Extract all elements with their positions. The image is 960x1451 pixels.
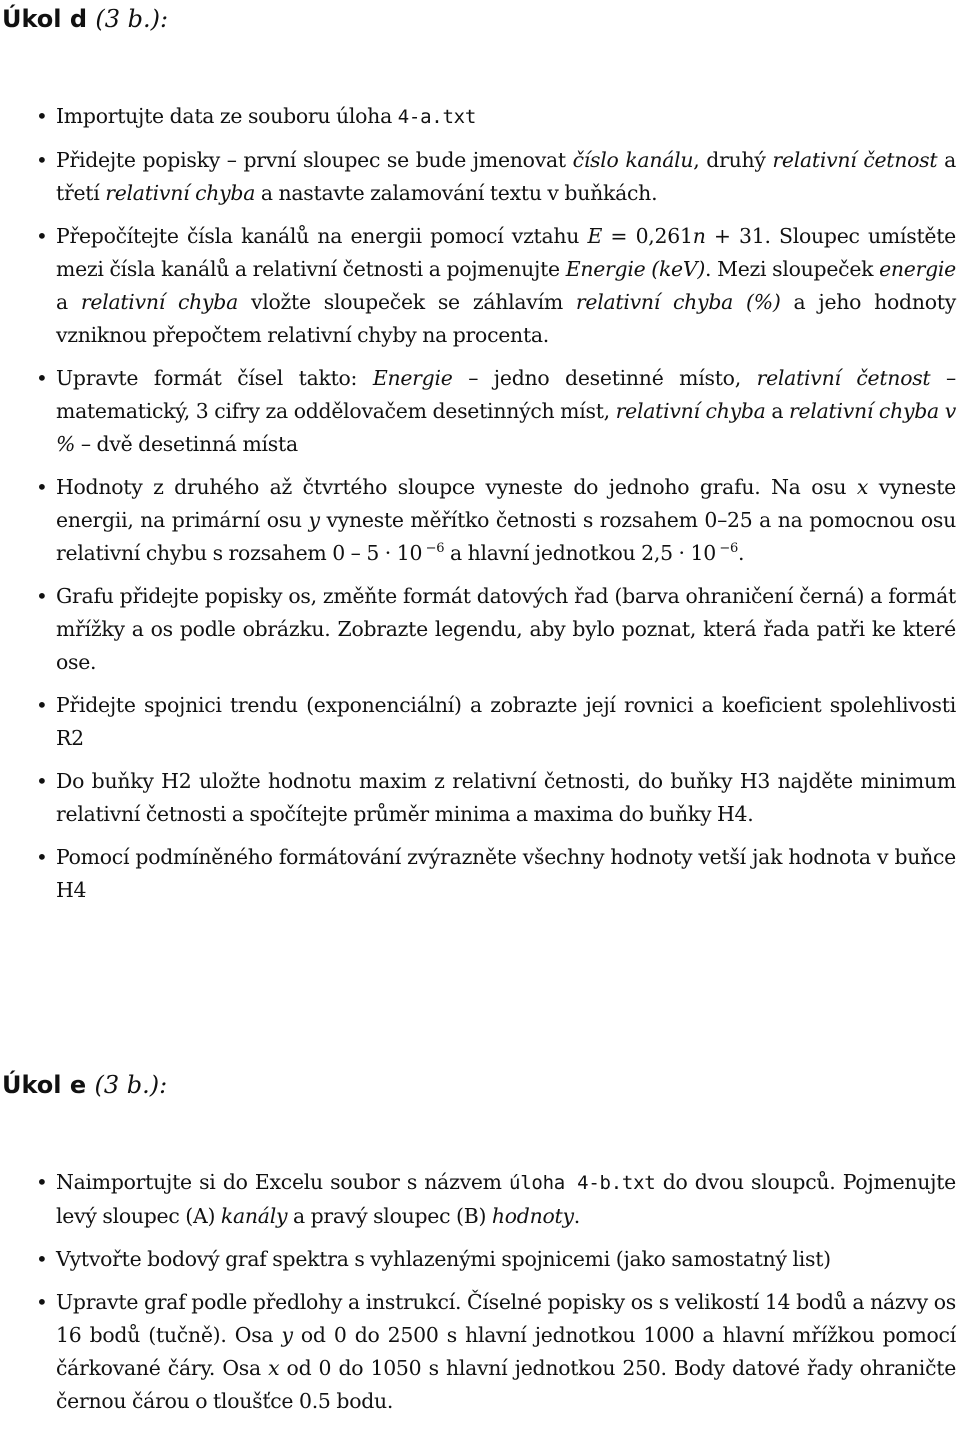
filename: 4-a.txt: [397, 106, 477, 128]
exponent: −6: [422, 541, 445, 557]
emphasis: relativní četnost: [756, 366, 931, 390]
item-text: = 0,261: [602, 224, 693, 248]
item-text: Hodnoty z druhého až čtvrtého sloupce vyneste do jednoho grafu. Na osu: [56, 475, 857, 499]
emphasis: hodnoty: [491, 1204, 574, 1228]
item-text: – jedno desetinné místo,: [452, 366, 757, 390]
emphasis: energie: [879, 257, 956, 281]
item-text: .: [738, 541, 745, 565]
item-text: a nastavte zalamování textu v buňkách.: [255, 181, 658, 205]
item-text: Pomocí podmíněného formátování zvýrazněte všechny hodnoty vetší jak hodnota v buňce H4: [56, 845, 956, 902]
item-text: , druhý: [693, 148, 773, 172]
item-text: do dvou sloupců. Pojmenujte levý sloupec (A): [56, 1170, 956, 1228]
item-text: a pravý sloupec (B): [287, 1204, 492, 1228]
math-variable: x: [856, 475, 869, 499]
item-text: a třetí: [56, 148, 956, 205]
item-text: Importujte data ze souboru úloha: [56, 104, 398, 128]
list-item: [56, 220, 956, 352]
emphasis: relativní chyba (%): [575, 290, 781, 314]
section-points: (3 b.):: [95, 5, 169, 33]
list-item: [56, 841, 956, 907]
item-text: Do buňky H2 uložte hodnotu maxim z relativní četnosti, do buňky H3 najděte minimum relativní četnosti a spočítejte průměr minima a maxima do buňky H4.: [56, 769, 956, 826]
item-text: od 0 do 1050 s hlavní jednotkou 250. Body datové řady ohraničte černou čárou o tloušťce 0.5 bodu.: [56, 1356, 957, 1413]
section-title: Úkol d: [2, 5, 88, 33]
item-text: a: [56, 290, 81, 314]
section-heading-ukol-e: [2, 1070, 167, 1100]
list-item: [56, 471, 956, 570]
item-text: a jeho hodnoty vzniknou přepočtem relativní chyby na procenta.: [56, 290, 956, 347]
item-text: Upravte graf podle předlohy a instrukcí. Číselné popisky os s velikostí 14 bodů a názvy os 16 bodů (tučně). Osa: [56, 1290, 956, 1347]
math-variable: x: [268, 1356, 280, 1380]
item-text: Přepočítejte čísla kanálů na energii pomocí vztahu: [56, 224, 588, 248]
emphasis: Energie: [372, 366, 453, 390]
list-item: [56, 100, 956, 134]
item-text: – matematický, 3 cifry za oddělovačem desetinných míst,: [56, 366, 956, 423]
list-item: [56, 689, 956, 755]
emphasis: relativní chyba: [80, 290, 239, 314]
item-text: od 0 do 2500 s hlavní jednotkou 1000 a hlavní mřížkou pomocí čárkované čáry. Osa: [56, 1323, 956, 1380]
emphasis: relativní chyba v %: [56, 399, 956, 456]
item-text: – dvě desetinná místa: [75, 432, 298, 456]
item-text: vložte sloupeček se záhlavím: [238, 290, 576, 314]
math-variable: n: [692, 224, 706, 248]
task-list-ukol-d: [56, 100, 956, 907]
math-variable: E: [587, 224, 603, 248]
item-text: + 31. Sloupec umístěte mezi čísla kanálů a relativní četnosti a pojmenujte: [56, 224, 956, 281]
emphasis: relativní četnost: [772, 148, 938, 172]
list-item: [56, 1286, 956, 1418]
list-item: [56, 580, 956, 679]
item-text: vyneste měřítko četnosti s rozsahem 0–25 a na pomocnou osu relativní chybu s rozsahem 0 – 5 · 10: [56, 508, 956, 565]
item-text: Přidejte popisky – první sloupec se bude jmenovat: [56, 148, 573, 172]
exponent: −6: [715, 541, 738, 557]
math-variable: y: [281, 1323, 293, 1347]
item-text: a hlavní jednotkou 2,5 · 10: [444, 541, 716, 565]
task-list-ukol-e: [56, 1166, 956, 1418]
math-variable: y: [308, 508, 320, 532]
list-item: [56, 1243, 956, 1276]
emphasis: číslo kanálu: [572, 148, 694, 172]
list-item: [56, 1166, 956, 1233]
item-text: Naimportujte si do Excelu soubor s názvem: [56, 1170, 510, 1194]
emphasis: relativní chyba: [105, 181, 256, 205]
emphasis: relativní chyba: [615, 399, 766, 423]
item-text: Přidejte spojnici trendu (exponenciální) a zobrazte její rovnici a koeficient spolehlivosti R2: [56, 693, 956, 750]
emphasis: kanály: [220, 1204, 288, 1228]
item-text: .: [573, 1204, 580, 1228]
emphasis: Energie (keV): [565, 257, 706, 281]
section-points: (3 b.):: [94, 1071, 168, 1099]
section-title: Úkol e: [2, 1071, 87, 1099]
item-text: . Mezi sloupeček: [705, 257, 880, 281]
filename: úloha 4-b.txt: [509, 1172, 656, 1194]
list-item: [56, 765, 956, 831]
item-text: a: [765, 399, 790, 423]
section-heading-ukol-d: [2, 4, 168, 34]
item-text: Vytvořte bodový graf spektra s vyhlazenými spojnicemi (jako samostatný list): [56, 1247, 831, 1271]
list-item: [56, 362, 956, 461]
item-text: Grafu přidejte popisky os, změňte formát datových řad (barva ohraničení černá) a formát mřížky a os podle obrázku. Zobrazte legendu, aby bylo poznat, která řada patři ke které ose.: [56, 584, 956, 674]
item-text: vyneste energii, na primární osu: [56, 475, 956, 532]
list-item: [56, 144, 956, 210]
item-text: Upravte formát čísel takto:: [56, 366, 373, 390]
